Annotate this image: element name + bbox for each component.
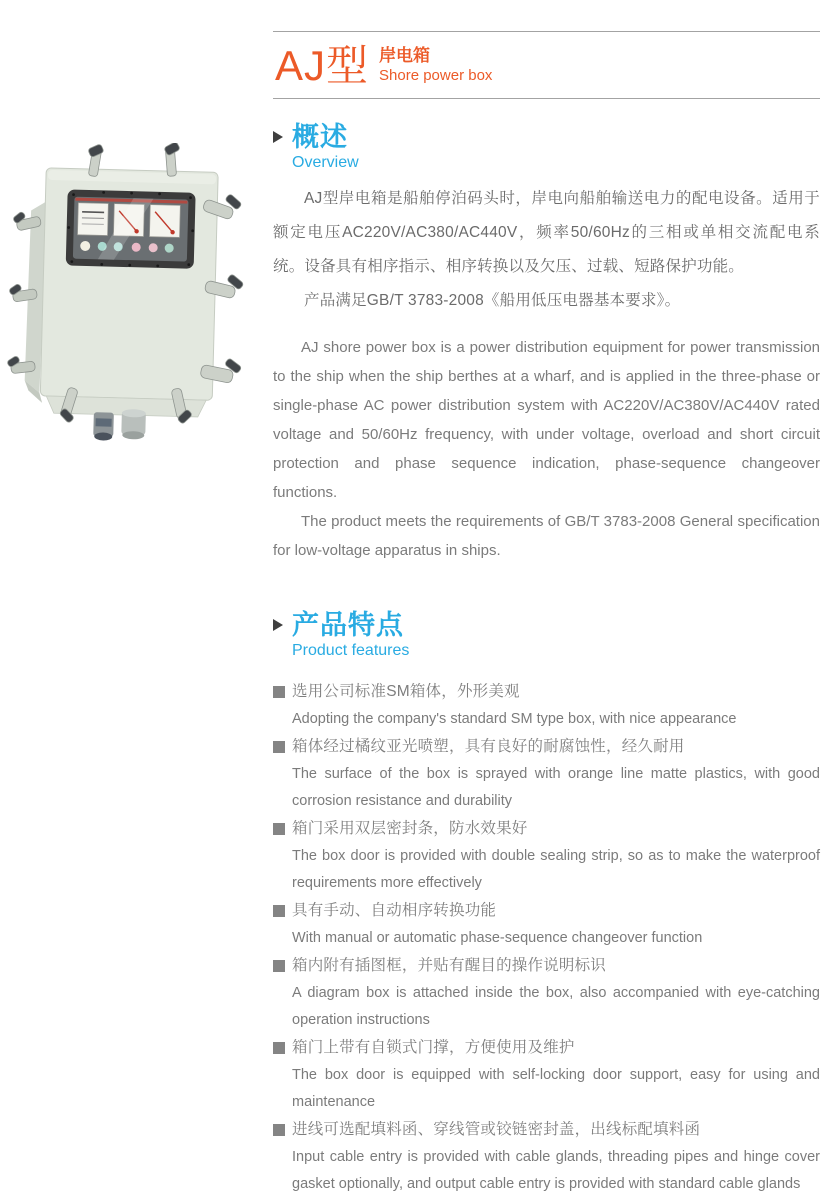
feature-text-en: The box door is provided with double sealing strip, so as to make the waterproof requirements more effectively [292,848,820,891]
overview-heading-cn: 概述 [292,122,348,152]
feature-item [273,1116,820,1198]
feature-item [273,678,820,733]
square-bullet-icon [273,686,285,698]
feature-title-cn [273,1034,820,1062]
product-name-en: Shore power box [379,67,493,84]
feature-title-cn [273,815,820,843]
feature-text-cn: 箱门采用双层密封条，防水效果好 [292,820,528,837]
square-bullet-icon [273,960,285,972]
square-bullet-icon [273,823,285,835]
feature-text-en: Input cable entry is provided with cable glands, threading pipes and hinge cover gasket optionally, and output cable entry is provided with standard cable glands [292,1149,820,1192]
feature-item [273,1034,820,1116]
feature-text-cn: 箱体经过橘纹亚光喷塑，具有良好的耐腐蚀性，经久耐用 [292,738,685,755]
overview-paragraph-cn-2: 产品满足GB/T 3783-2008《船用低压电器基本要求》。 [304,292,681,309]
feature-text-en: The box door is equipped with self-locking door support, easy for using and maintenance [292,1067,820,1110]
feature-text-en: With manual or automatic phase-sequence changeover function [292,930,703,946]
features-section-header [273,610,820,661]
feature-title-cn [273,1116,820,1144]
feature-title-cn [273,678,820,706]
feature-item [273,815,820,897]
feature-item [273,897,820,952]
feature-text-cn: 选用公司标准SM箱体，外形美观 [292,683,520,700]
product-name-cn: 岸电箱 [379,46,431,65]
section-marker-triangle-icon [273,619,283,631]
overview-heading-en: Overview [292,154,359,171]
feature-text-en: Adopting the company's standard SM type box, with nice appearance [292,711,737,727]
product-photo [5,143,260,448]
meter-window [66,189,196,268]
feature-item [273,733,820,815]
shore-power-box-illustration [5,143,260,448]
section-marker-triangle-icon [273,131,283,143]
main-column [273,0,820,1198]
feature-title-cn [273,733,820,761]
features-heading-en: Product features [292,642,410,659]
feature-text-en: The surface of the box is sprayed with orange line matte plastics, with good corrosion resistance and durability [292,766,820,809]
feature-title-cn [273,897,820,925]
square-bullet-icon [273,741,285,753]
overview-section-header [273,122,820,173]
square-bullet-icon [273,1042,285,1054]
feature-text-cn: 具有手动、自动相序转换功能 [292,902,497,919]
overview-paragraph-en-2: The product meets the requirements of GB/T 3783-2008 General specification for low-voltage apparatus in ships. [273,513,820,559]
feature-text-en: A diagram box is attached inside the box, also accompanied with eye-catching operation instructions [292,985,820,1028]
feature-title-cn [273,952,820,980]
feature-text-cn: 箱门上带有自锁式门撑，方便使用及维护 [292,1039,575,1056]
feature-item [273,952,820,1034]
page-title [273,32,820,98]
overview-paragraph-cn-1: AJ型岸电箱是船舶停泊码头时，岸电向船舶输送电力的配电设备。适用于额定电压AC220V/AC380/AC440V，频率50/60Hz的三相或单相交流配电系统。设备具有相序指示、相序转换以及欠压、过载、短路保护功能。 [273,190,820,275]
feature-text-cn: 箱内附有插图框，并贴有醒目的操作说明标识 [292,957,607,974]
square-bullet-icon [273,905,285,917]
features-heading-cn: 产品特点 [292,610,404,640]
title-divider [273,98,820,99]
square-bullet-icon [273,1124,285,1136]
product-model: AJ型 [275,42,370,89]
feature-text-cn: 进线可选配填料函、穿线管或铰链密封盖，出线标配填料函 [292,1121,701,1138]
overview-paragraph-en-1: AJ shore power box is a power distribution equipment for power transmission to the ship when the ship berthes at a wharf, and is applied in the three-phase or single-phase AC power distribution system with AC220V/AC380V/AC440V rated voltage and 50/60Hz frequency, with under voltage, overload and short circuit protection and phase sequence indication, phase-sequence changeover functions. [273,339,820,501]
feature-list [273,678,820,1198]
